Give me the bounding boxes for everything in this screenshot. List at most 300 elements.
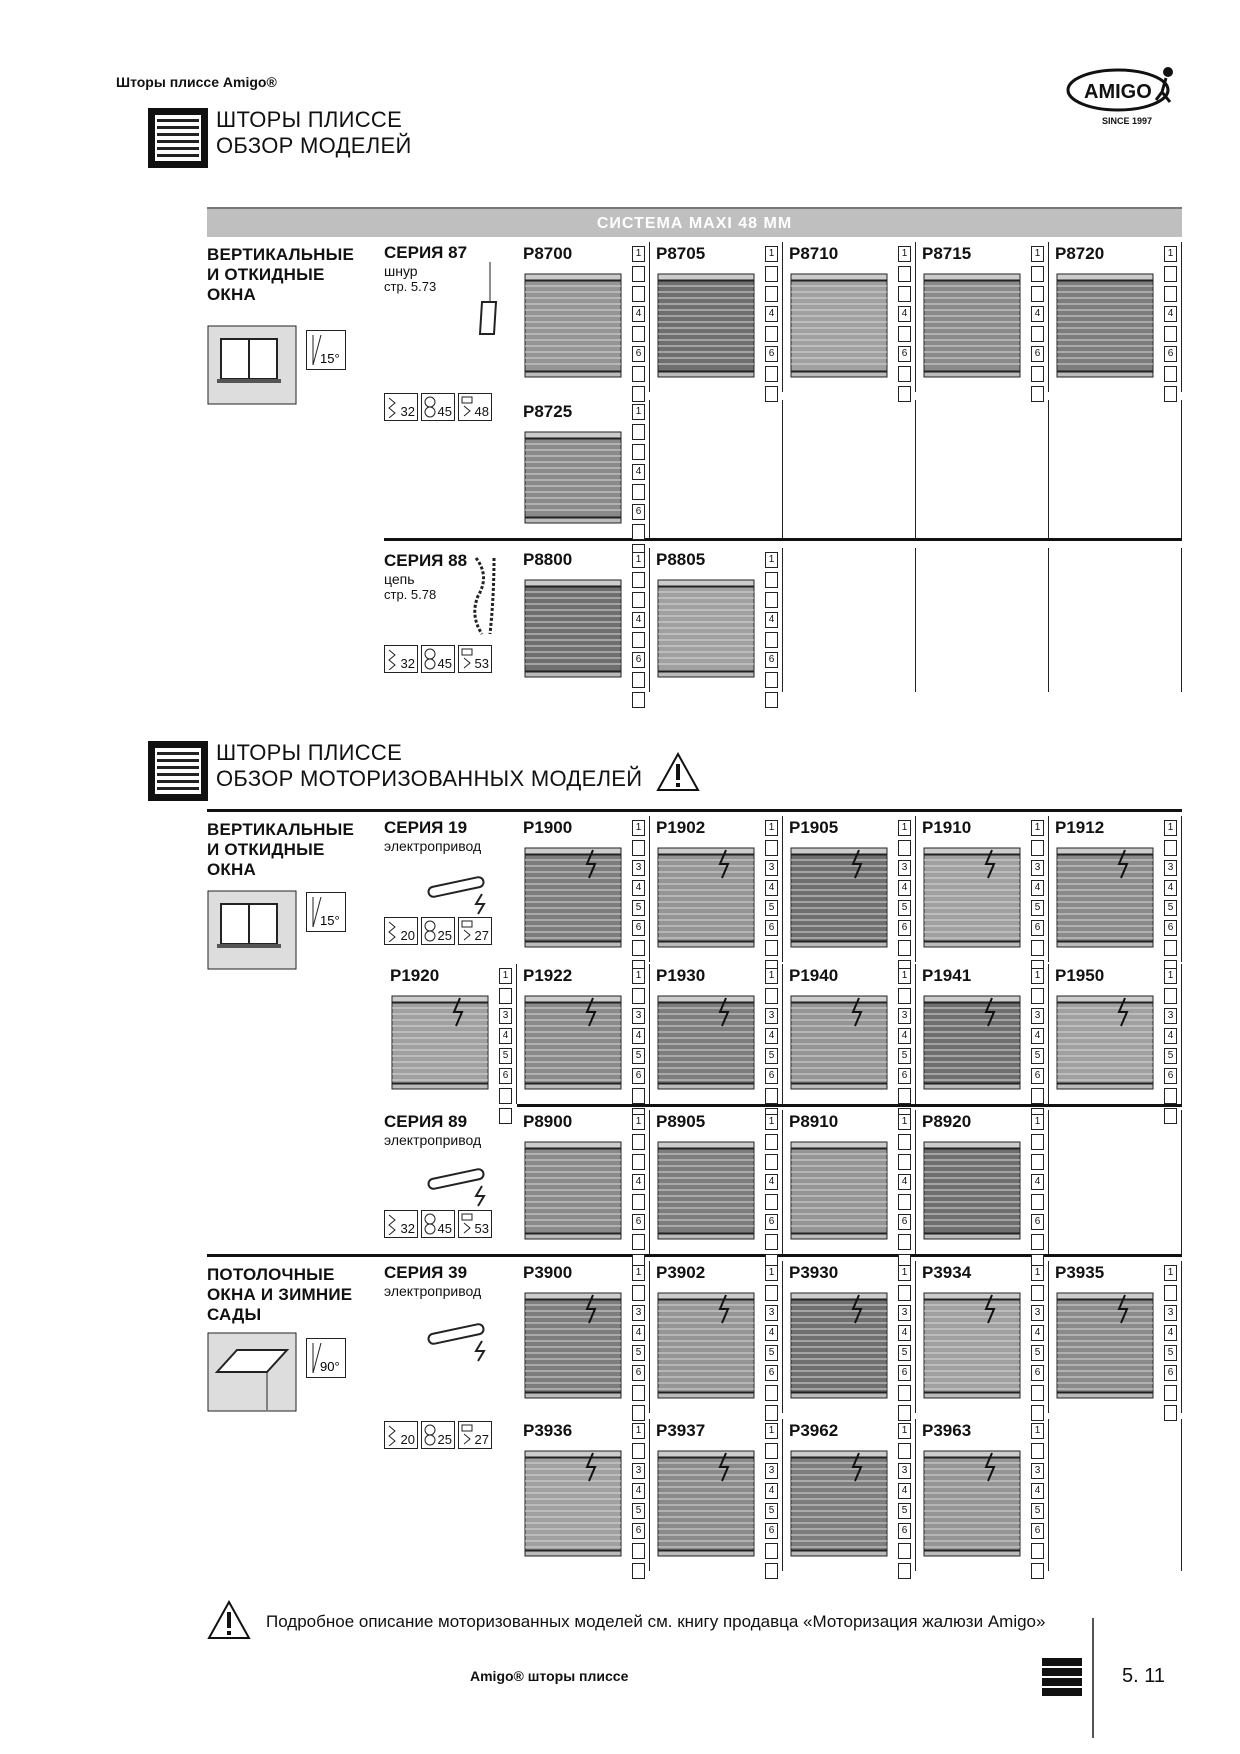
feature-box: 6 <box>1164 920 1177 936</box>
model-cell <box>783 548 916 692</box>
feature-boxes <box>898 820 911 980</box>
feature-boxes <box>1164 968 1177 1128</box>
feature-box: 3 <box>898 1008 911 1024</box>
feature-box: 1 <box>1164 246 1177 262</box>
feature-box <box>1164 940 1177 956</box>
feature-box: 3 <box>765 1463 778 1479</box>
feature-box: 1 <box>1031 246 1044 262</box>
feature-box: 3 <box>632 860 645 876</box>
chain-icon <box>470 556 500 641</box>
feature-box: 6 <box>1031 1214 1044 1230</box>
feature-box <box>898 326 911 342</box>
feature-box: 6 <box>898 346 911 362</box>
model-cell <box>517 242 650 392</box>
angle-label: 90° <box>320 1359 340 1374</box>
feature-box: 4 <box>1031 1483 1044 1499</box>
feature-box <box>765 1443 778 1459</box>
series-87-props <box>384 393 495 421</box>
category-line: ПОТОЛОЧНЫЕ <box>207 1265 335 1284</box>
section1-title <box>216 107 412 159</box>
feature-box <box>1031 1285 1044 1301</box>
section2-title-line1: ШТОРЫ ПЛИССЕ <box>216 740 403 765</box>
shade-illustration <box>523 578 627 690</box>
feature-box <box>898 1194 911 1210</box>
feature-box: 3 <box>1164 1008 1177 1024</box>
feature-box <box>898 1088 911 1104</box>
series-87-sub: шнур <box>384 263 418 279</box>
packet-size-icon: 45 <box>421 645 455 673</box>
model-cell <box>1049 242 1182 392</box>
pleat-size-icon: 20 <box>384 917 418 945</box>
feature-box <box>898 1543 911 1559</box>
feature-box: 6 <box>1031 346 1044 362</box>
angle-label: 15° <box>320 913 340 928</box>
feature-box: 4 <box>1164 880 1177 896</box>
feature-box: 5 <box>499 1048 512 1064</box>
footer-note: Подробное описание моторизованных моделей см. книгу продавца «Моторизация жалюзи Amigo» <box>266 1612 1046 1631</box>
feature-box: 1 <box>898 1265 911 1281</box>
feature-box <box>765 692 778 708</box>
model-cell <box>783 1419 916 1571</box>
feature-box: 1 <box>632 1265 645 1281</box>
feature-box: 4 <box>1031 1174 1044 1190</box>
feature-box <box>1164 286 1177 302</box>
feature-box: 1 <box>765 1423 778 1439</box>
model-code: P8710 <box>789 244 839 263</box>
feature-box <box>632 840 645 856</box>
shade-illustration <box>922 1449 1026 1561</box>
feature-box <box>1031 286 1044 302</box>
feature-boxes <box>1031 820 1044 980</box>
packet-size-icon: 45 <box>421 1210 455 1238</box>
feature-box <box>1031 1194 1044 1210</box>
cord-icon <box>470 262 500 347</box>
feature-box <box>632 366 645 382</box>
feature-box: 1 <box>632 968 645 984</box>
feature-box <box>898 1134 911 1150</box>
feature-box: 3 <box>632 1305 645 1321</box>
category-line: ОКНА <box>207 285 256 304</box>
feature-box: 1 <box>499 968 512 984</box>
shade-illustration <box>523 1449 627 1561</box>
feature-box <box>1031 1134 1044 1150</box>
feature-box <box>765 1194 778 1210</box>
feature-box: 4 <box>765 1028 778 1044</box>
category-line: ОКНА И ЗИМНИЕ <box>207 1285 353 1304</box>
pleated-footer-icon <box>1040 1656 1084 1707</box>
feature-box: 5 <box>765 1503 778 1519</box>
feature-box <box>632 672 645 688</box>
model-code: P8705 <box>656 244 706 263</box>
model-cell <box>783 400 916 538</box>
feature-box <box>898 940 911 956</box>
feature-box: 1 <box>632 1423 645 1439</box>
shade-illustration <box>789 846 893 958</box>
feature-box: 6 <box>898 1214 911 1230</box>
amigo-logo <box>1062 62 1186 132</box>
feature-box: 4 <box>499 1028 512 1044</box>
series-88-sub: цепь <box>384 571 415 587</box>
feature-box <box>898 1563 911 1579</box>
feature-box <box>765 1543 778 1559</box>
pleat-size-icon: 20 <box>384 1421 418 1449</box>
model-cell <box>1049 964 1182 1104</box>
feature-box <box>632 632 645 648</box>
feature-box: 5 <box>632 1503 645 1519</box>
feature-box <box>1031 1385 1044 1401</box>
section2-title <box>216 740 642 792</box>
series-39-name: СЕРИЯ 39 <box>384 1263 468 1282</box>
feature-boxes <box>765 246 778 406</box>
feature-box: 5 <box>1164 1345 1177 1361</box>
logo-text: AMIGO <box>1084 81 1152 103</box>
feature-box: 4 <box>898 1483 911 1499</box>
model-code: P1950 <box>1055 966 1105 985</box>
feature-box: 3 <box>765 1008 778 1024</box>
model-code: P3930 <box>789 1263 839 1282</box>
feature-box <box>1031 1563 1044 1579</box>
feature-box <box>1164 1385 1177 1401</box>
feature-box: 6 <box>1164 1068 1177 1084</box>
feature-box: 1 <box>765 1114 778 1130</box>
headrail-size-icon: 48 <box>458 393 492 421</box>
feature-box: 4 <box>632 1483 645 1499</box>
feature-box <box>765 1385 778 1401</box>
category-line: И ОТКИДНЫЕ <box>207 265 325 284</box>
model-cell <box>384 964 517 1104</box>
feature-box <box>898 988 911 1004</box>
feature-box <box>1164 1088 1177 1104</box>
series-19-sub: электропривод <box>384 838 482 854</box>
feature-box: 5 <box>898 1048 911 1064</box>
shade-illustration <box>656 272 760 384</box>
feature-box: 3 <box>898 1305 911 1321</box>
feature-box: 6 <box>898 1523 911 1539</box>
model-code: P8905 <box>656 1112 706 1131</box>
series-39-props <box>384 1421 495 1449</box>
model-cell <box>783 964 916 1104</box>
model-code: P1941 <box>922 966 972 985</box>
shade-illustration <box>789 994 893 1106</box>
series-88-props <box>384 645 495 673</box>
feature-boxes <box>898 1114 911 1274</box>
feature-box: 6 <box>632 1214 645 1230</box>
feature-boxes <box>1031 968 1044 1128</box>
feature-box <box>765 1285 778 1301</box>
pleat-size-icon: 32 <box>384 1210 418 1238</box>
shade-illustration <box>1055 1291 1159 1403</box>
shade-illustration <box>523 846 627 958</box>
shade-illustration <box>789 1291 893 1403</box>
model-code: P3963 <box>922 1421 972 1440</box>
feature-box: 4 <box>765 880 778 896</box>
packet-size-icon: 25 <box>421 917 455 945</box>
feature-boxes <box>1164 1265 1177 1425</box>
model-cell <box>1049 1110 1182 1254</box>
feature-boxes <box>898 968 911 1128</box>
feature-boxes <box>765 1265 778 1425</box>
feature-box: 5 <box>1164 1048 1177 1064</box>
header-small-title: Шторы плиссе Amigo® <box>116 74 277 90</box>
angle-label: 15° <box>320 351 340 366</box>
model-cell <box>916 242 1049 392</box>
feature-box <box>1031 840 1044 856</box>
model-cell <box>916 1419 1049 1571</box>
feature-box <box>632 592 645 608</box>
feature-box: 1 <box>632 552 645 568</box>
feature-box: 6 <box>765 1365 778 1381</box>
model-cell <box>517 816 650 962</box>
model-code: P8715 <box>922 244 972 263</box>
feature-box: 3 <box>1031 1463 1044 1479</box>
feature-box: 6 <box>1164 346 1177 362</box>
model-cell <box>916 1110 1049 1254</box>
feature-box: 6 <box>1031 1365 1044 1381</box>
feature-box <box>499 1088 512 1104</box>
feature-box <box>1031 326 1044 342</box>
model-code: P3934 <box>922 1263 972 1282</box>
feature-box: 3 <box>1031 1008 1044 1024</box>
feature-box <box>1031 940 1044 956</box>
model-cell <box>517 1110 650 1254</box>
series-19-block <box>384 818 481 854</box>
model-cell <box>1049 816 1182 962</box>
model-code: P8725 <box>523 402 573 421</box>
feature-box: 5 <box>765 1345 778 1361</box>
feature-box: 4 <box>765 306 778 322</box>
model-code: P8900 <box>523 1112 573 1131</box>
feature-box: 1 <box>765 552 778 568</box>
shade-illustration <box>523 1291 627 1403</box>
model-cell <box>517 1419 650 1571</box>
feature-box: 1 <box>898 1114 911 1130</box>
shade-illustration <box>922 1291 1026 1403</box>
model-code: P8910 <box>789 1112 839 1131</box>
feature-box <box>765 1134 778 1150</box>
feature-box <box>765 1154 778 1170</box>
feature-box: 1 <box>898 246 911 262</box>
tilt-angle-icon <box>306 892 346 932</box>
model-code: P3935 <box>1055 1263 1105 1282</box>
category-line: ВЕРТИКАЛЬНЫЕ <box>207 820 354 839</box>
logo-tagline: SINCE 1997 <box>1102 116 1153 126</box>
feature-box: 6 <box>765 346 778 362</box>
feature-box: 6 <box>765 1068 778 1084</box>
model-cell <box>650 964 783 1104</box>
model-cell <box>916 1261 1049 1413</box>
feature-boxes <box>632 1423 645 1583</box>
shade-illustration <box>1055 846 1159 958</box>
motor-icon <box>426 868 496 923</box>
feature-box <box>632 266 645 282</box>
shade-illustration <box>789 272 893 384</box>
feature-box <box>898 1285 911 1301</box>
feature-box: 3 <box>1164 1305 1177 1321</box>
feature-box: 1 <box>632 404 645 420</box>
model-code: P3902 <box>656 1263 706 1282</box>
feature-box <box>898 1443 911 1459</box>
feature-box: 6 <box>765 1214 778 1230</box>
feature-box <box>765 1234 778 1250</box>
feature-box: 3 <box>765 1305 778 1321</box>
model-code: P3937 <box>656 1421 706 1440</box>
feature-box: 4 <box>1031 1028 1044 1044</box>
system-bar-label: СИСТЕМА MAXI 48 MM <box>596 215 793 232</box>
feature-box <box>765 632 778 648</box>
feature-box: 4 <box>765 1174 778 1190</box>
feature-box: 5 <box>1031 1503 1044 1519</box>
feature-box: 4 <box>765 1483 778 1499</box>
model-cell <box>650 548 783 692</box>
series-89-sub: электропривод <box>384 1132 482 1148</box>
feature-box: 1 <box>765 1265 778 1281</box>
model-cell <box>517 964 650 1104</box>
series-39-sub: электропривод <box>384 1283 482 1299</box>
feature-box <box>632 572 645 588</box>
model-code: P8700 <box>523 244 573 263</box>
feature-box: 1 <box>898 968 911 984</box>
feature-box: 5 <box>632 1345 645 1361</box>
shade-illustration <box>523 994 627 1106</box>
headrail-size-icon: 27 <box>458 917 492 945</box>
feature-box <box>1031 1543 1044 1559</box>
feature-box: 4 <box>1164 306 1177 322</box>
feature-box: 3 <box>499 1008 512 1024</box>
footer-center: Amigo® шторы плиссе <box>470 1668 629 1684</box>
category-line: И ОТКИДНЫЕ <box>207 840 325 859</box>
tilt-angle-icon <box>306 330 346 370</box>
feature-box <box>632 326 645 342</box>
feature-box: 6 <box>765 920 778 936</box>
feature-box: 4 <box>1031 306 1044 322</box>
shade-illustration <box>656 1291 760 1403</box>
feature-boxes <box>632 1265 645 1425</box>
model-cell <box>1049 1261 1182 1413</box>
feature-box: 3 <box>1031 1305 1044 1321</box>
pleat-size-icon: 32 <box>384 645 418 673</box>
feature-box: 5 <box>1031 1345 1044 1361</box>
feature-box <box>765 326 778 342</box>
feature-boxes <box>632 1114 645 1274</box>
shade-illustration <box>1055 272 1159 384</box>
shade-illustration <box>656 1140 760 1252</box>
model-cell <box>650 1110 783 1254</box>
system-bar <box>207 207 1182 237</box>
feature-box <box>1031 1154 1044 1170</box>
feature-box: 3 <box>765 860 778 876</box>
category-ceiling <box>207 1265 352 1325</box>
feature-box <box>632 1285 645 1301</box>
shade-illustration <box>656 1449 760 1561</box>
feature-box: 4 <box>632 1325 645 1341</box>
model-code: P8805 <box>656 550 706 569</box>
feature-boxes <box>898 1265 911 1425</box>
model-cell <box>916 548 1049 692</box>
model-code: P3936 <box>523 1421 573 1440</box>
page-number: 5. 11 <box>1122 1665 1165 1687</box>
feature-box <box>1164 988 1177 1004</box>
feature-box: 5 <box>765 1048 778 1064</box>
model-cell <box>1049 400 1182 538</box>
feature-boxes <box>632 246 645 406</box>
feature-box <box>898 366 911 382</box>
model-cell <box>650 1261 783 1413</box>
feature-boxes <box>898 1423 911 1583</box>
feature-box <box>765 940 778 956</box>
shade-illustration <box>922 1140 1026 1252</box>
series-88-name: СЕРИЯ 88 <box>384 551 468 570</box>
model-code: P1940 <box>789 966 839 985</box>
feature-boxes <box>1164 820 1177 980</box>
feature-box <box>499 1108 512 1124</box>
feature-box: 1 <box>898 820 911 836</box>
headrail-size-icon: 27 <box>458 1421 492 1449</box>
feature-box: 6 <box>632 1068 645 1084</box>
feature-box <box>632 940 645 956</box>
feature-boxes <box>765 1423 778 1583</box>
feature-box <box>632 424 645 440</box>
packet-size-icon: 25 <box>421 1421 455 1449</box>
window-illustration-2 <box>207 890 297 975</box>
feature-box: 3 <box>898 860 911 876</box>
feature-boxes <box>1031 1423 1044 1583</box>
feature-boxes <box>1164 246 1177 406</box>
feature-box: 4 <box>632 1028 645 1044</box>
feature-box <box>632 1385 645 1401</box>
feature-box: 4 <box>1031 880 1044 896</box>
feature-box <box>765 286 778 302</box>
feature-box: 1 <box>1031 1114 1044 1130</box>
feature-box <box>765 672 778 688</box>
feature-box: 4 <box>632 1174 645 1190</box>
feature-box: 1 <box>1031 1265 1044 1281</box>
feature-box: 5 <box>898 1345 911 1361</box>
feature-box <box>898 840 911 856</box>
feature-box: 6 <box>499 1068 512 1084</box>
feature-box: 4 <box>1164 1325 1177 1341</box>
feature-box: 5 <box>898 1503 911 1519</box>
series-19-props <box>384 917 495 945</box>
motor-icon <box>426 1160 496 1215</box>
model-code: P1930 <box>656 966 706 985</box>
feature-box: 6 <box>765 652 778 668</box>
feature-box <box>632 1134 645 1150</box>
feature-box: 1 <box>765 246 778 262</box>
feature-box: 6 <box>1031 1523 1044 1539</box>
shade-illustration <box>1055 994 1159 1106</box>
model-code: P8800 <box>523 550 573 569</box>
feature-box: 3 <box>632 1008 645 1024</box>
feature-box: 5 <box>765 900 778 916</box>
feature-box <box>898 286 911 302</box>
feature-box: 5 <box>632 900 645 916</box>
feature-box <box>499 988 512 1004</box>
feature-box <box>632 1234 645 1250</box>
model-cell <box>650 1419 783 1571</box>
series-39-block <box>384 1263 481 1299</box>
motor-icon <box>426 1315 496 1370</box>
feature-box: 1 <box>1164 820 1177 836</box>
model-cell <box>517 400 650 538</box>
model-cell <box>783 1110 916 1254</box>
feature-box: 4 <box>765 612 778 628</box>
window-illustration-1 <box>207 325 297 410</box>
feature-box: 4 <box>898 1028 911 1044</box>
feature-box: 1 <box>1031 968 1044 984</box>
feature-box <box>1031 1443 1044 1459</box>
feature-boxes <box>765 552 778 712</box>
feature-box: 4 <box>632 464 645 480</box>
